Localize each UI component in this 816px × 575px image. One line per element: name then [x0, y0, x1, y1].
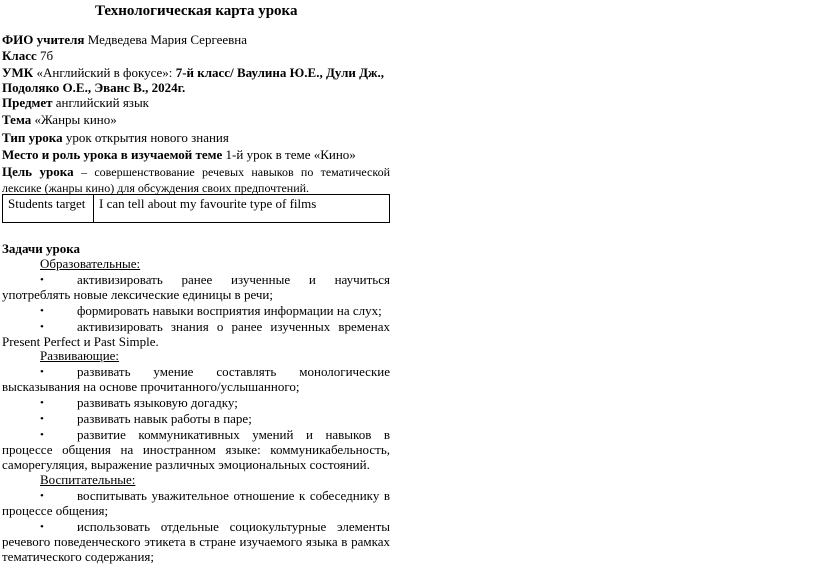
subject-value: английский язык	[55, 95, 149, 110]
lesson-type-line	[2, 130, 229, 146]
umk-value-1: «Английский в фокусе»:	[36, 65, 176, 80]
list-item-continuation: Present Perfect и Past Simple.	[2, 334, 159, 349]
table-row	[3, 195, 390, 223]
developing-heading: Развивающие:	[40, 348, 120, 363]
bullet-icon: •	[40, 521, 44, 533]
topic-value: «Жанры кино»	[34, 112, 117, 127]
topic-label: Тема	[2, 112, 32, 127]
umk-line-2	[2, 80, 185, 96]
teacher-value: Медведева Мария Сергеевна	[87, 32, 248, 47]
umk-label: УМК	[2, 65, 34, 80]
list-item-continuation: употреблять новые лексические единицы в речи;	[2, 287, 274, 302]
list-item-continuation: речевого поведенческого этикета в стране изучаемого языка в рамках	[2, 534, 390, 549]
students-target-value: I can tell about my favourite type of films	[94, 195, 390, 223]
goal-label: Цель урока	[2, 164, 74, 179]
list-item-continuation: высказывания на основе прочитанного/услышанного;	[2, 379, 300, 394]
class-line	[2, 48, 53, 64]
bullet-icon: •	[40, 490, 44, 502]
list-item-text: развивать навык работы в паре;	[77, 411, 252, 426]
upbringing-heading: Воспитательные:	[40, 472, 136, 487]
bullet-icon: •	[40, 397, 44, 409]
students-target-label: Students target	[3, 195, 94, 223]
umk-authors: Подоляко О.Е., Эванс В., 2024г.	[2, 80, 186, 95]
lesson-type-value: урок открытия нового знания	[65, 130, 229, 145]
umk-line	[2, 65, 384, 81]
list-item-text: активизировать знания о ранее изученных временах	[77, 319, 390, 334]
topic-line	[2, 112, 117, 128]
bullet-icon: •	[40, 305, 44, 317]
goal-text-1: – совершенствование речевых навыков по тематической	[81, 165, 390, 179]
bullet-icon: •	[40, 429, 44, 441]
list-item-text: развивать языковую догадку;	[77, 395, 238, 410]
list-item-text: развитие коммуникативных умений и навыков в	[77, 427, 390, 442]
place-label: Место и роль урока в изучаемой теме	[2, 147, 223, 162]
place-line	[2, 147, 356, 163]
list-item-text: формировать навыки восприятия информации на слух;	[77, 303, 382, 318]
goal-line	[2, 164, 390, 180]
place-value: 1-й урок в теме «Кино»	[225, 147, 356, 162]
subject-label: Предмет	[2, 95, 53, 110]
class-label: Класс	[2, 48, 37, 63]
tasks-heading-text: Задачи урока	[2, 241, 81, 256]
bullet-icon: •	[40, 274, 44, 286]
students-target-table	[2, 194, 390, 223]
tasks-heading	[2, 241, 80, 257]
list-item-text: использовать отдельные социокультурные элементы	[77, 519, 390, 534]
list-item-text: активизировать ранее изученные и научиться	[77, 272, 390, 287]
bullet-icon: •	[40, 413, 44, 425]
teacher-label: ФИО учителя	[2, 32, 85, 47]
list-item-continuation: процессе общения на иностранном языке: коммуникабельность,	[2, 442, 390, 457]
subject-line	[2, 95, 149, 111]
bullet-icon: •	[40, 366, 44, 378]
lesson-type-label: Тип урока	[2, 130, 63, 145]
list-item-text: воспитывать уважительное отношение к собеседнику в	[77, 488, 390, 503]
educational-heading: Образовательные:	[40, 256, 141, 271]
umk-value-2: 7-й класс/ Ваулина Ю.Е., Дули Дж.,	[175, 65, 384, 80]
goal-line-2: лексике (жанры кино) для обсуждения своих предпочтений.	[2, 181, 310, 195]
teacher-line	[2, 32, 247, 48]
list-item-continuation: тематического содержания;	[2, 549, 155, 564]
list-item-continuation: саморегуляция, выражение различных эмоциональных состояний.	[2, 457, 370, 472]
list-item-continuation: процессе общения;	[2, 503, 109, 518]
page-title: Технологическая карта урока	[95, 3, 298, 19]
list-item-text: развивать умение составлять монологические	[77, 364, 390, 379]
class-value: 7б	[40, 48, 54, 63]
bullet-icon: •	[40, 321, 44, 333]
